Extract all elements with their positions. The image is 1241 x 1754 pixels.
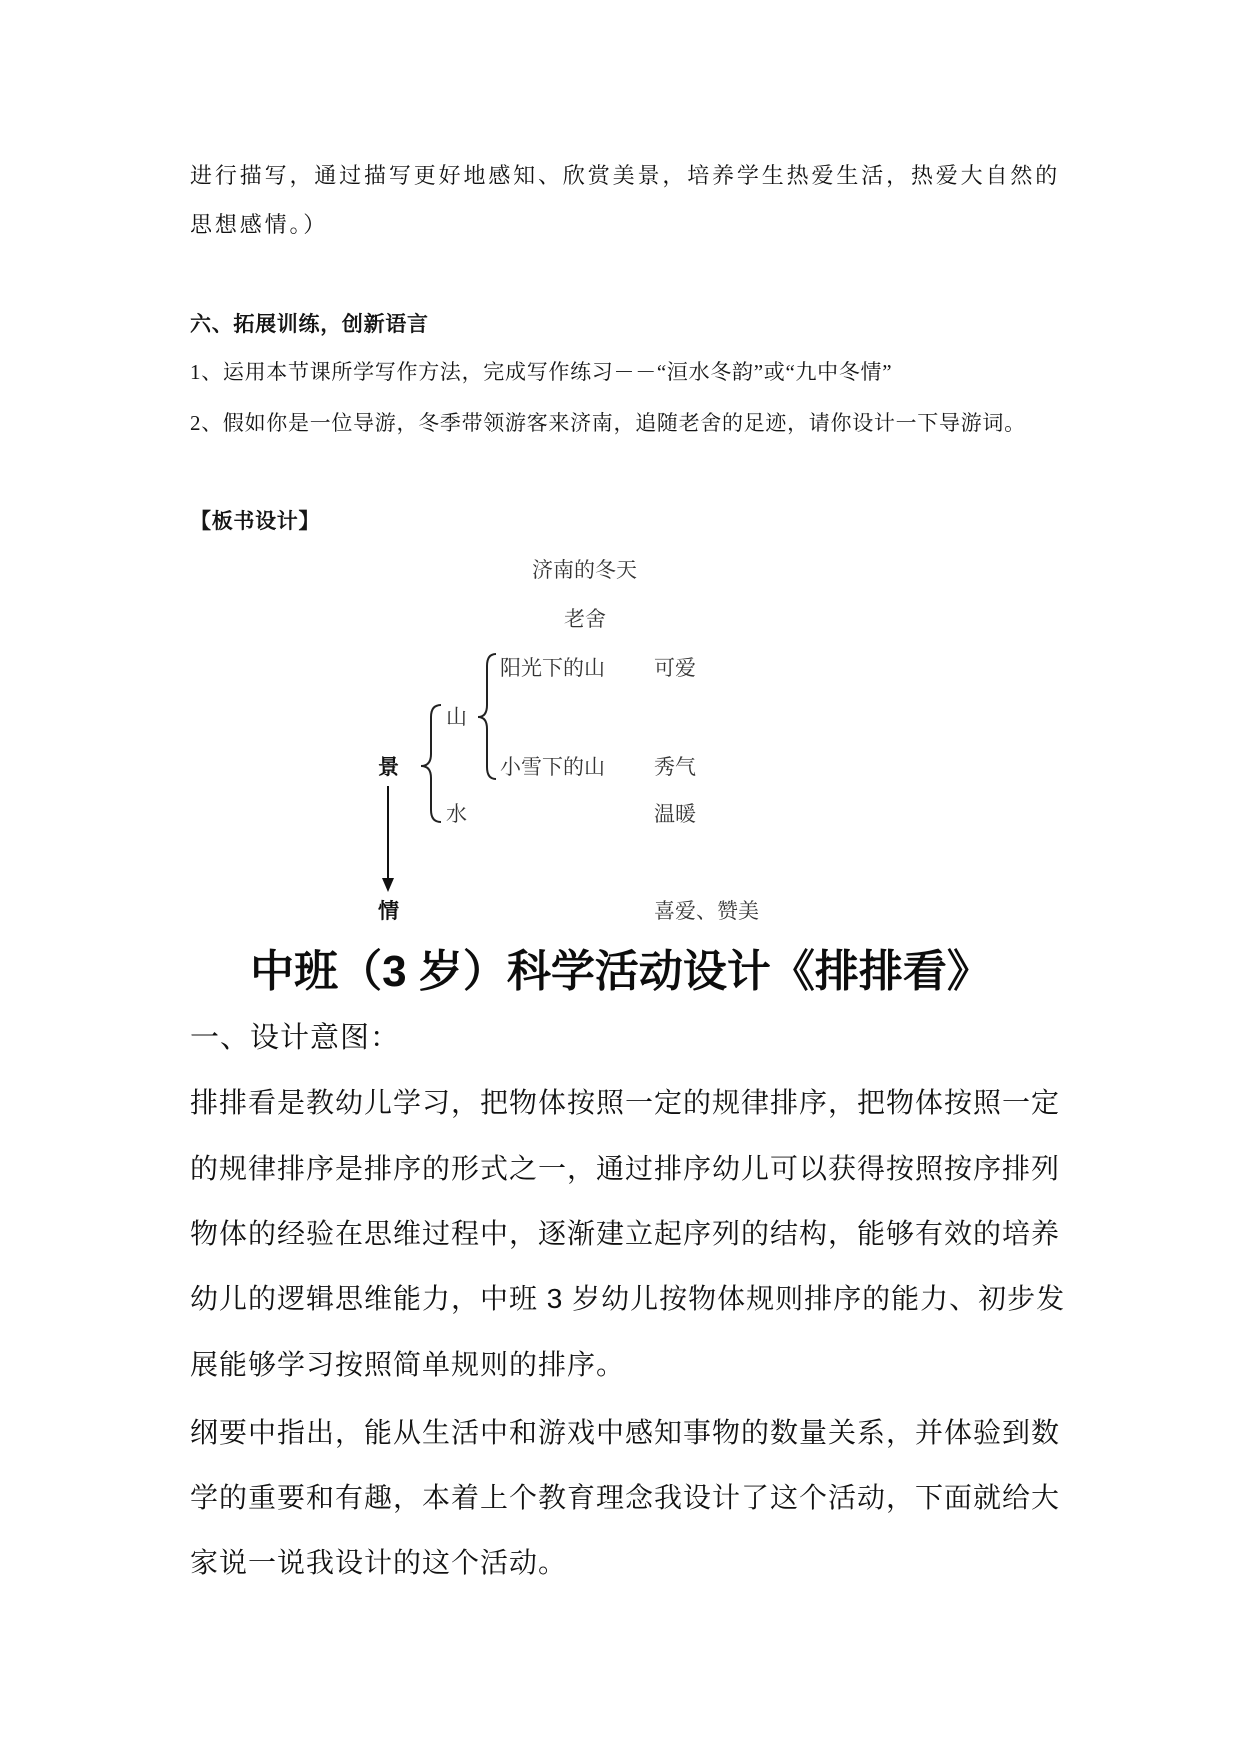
board-scene-label: 景	[378, 755, 399, 779]
board-water: 水	[446, 802, 467, 826]
paragraph-line: 物体的经验在思维过程中，逐渐建立起序列的结构，能够有效的培养	[190, 1218, 1061, 1249]
activity-title: 中班（3 岁）科学活动设计《排排看》	[250, 947, 991, 996]
board-feeling-label: 情	[378, 899, 399, 923]
paragraph-line: 的规律排序是排序的形式之一，通过排序幼儿可以获得按照按序排列	[190, 1153, 1061, 1184]
continuation-line: 进行描写，通过描写更好地感知、欣赏美景，培养学生热爱生活，热爱大自然的	[190, 164, 1061, 189]
board-mountain: 山	[446, 705, 467, 729]
paragraph-line: 学的重要和有趣，本着上个教育理念我设计了这个活动，下面就给大	[190, 1482, 1061, 1513]
inner-brace-icon	[478, 654, 496, 779]
board-sunlit-mountain: 阳光下的山	[500, 656, 605, 680]
board-title: 济南的冬天	[532, 558, 637, 582]
down-arrow-icon	[382, 786, 394, 892]
continuation-line: 思想感情。）	[190, 213, 329, 238]
paragraph-line: 排排看是教幼儿学习，把物体按照一定的规律排序，把物体按照一定	[190, 1087, 1061, 1118]
extension-item: 1、运用本节课所学写作方法，完成写作练习－－“洹水冬韵”或“九中冬情”	[190, 360, 893, 384]
extension-item: 2、假如你是一位导游，冬季带领游客来济南，追随老舍的足迹，请你设计一下导游词。	[190, 411, 1026, 435]
board-feeling-words: 喜爱、赞美	[654, 899, 759, 923]
board-water-trait: 温暖	[654, 802, 696, 826]
paragraph-line: 家说一说我设计的这个活动。	[190, 1547, 568, 1578]
board-design-heading: 【板书设计】	[190, 509, 321, 533]
paragraph-line: 展能够学习按照简单规则的排序。	[190, 1349, 626, 1380]
extension-heading: 六、拓展训练，创新语言	[190, 312, 429, 336]
outer-brace-icon	[421, 705, 441, 822]
paragraph-line: 幼儿的逻辑思维能力，中班 3 岁幼儿按物体规则排序的能力、初步发	[190, 1283, 1066, 1314]
paragraph-line: 纲要中指出，能从生活中和游戏中感知事物的数量关系，并体验到数	[190, 1417, 1061, 1448]
board-author: 老舍	[564, 607, 606, 631]
board-snowy-mountain-trait: 秀气	[654, 755, 696, 779]
board-sunlit-mountain-trait: 可爱	[654, 656, 696, 680]
board-snowy-mountain: 小雪下的山	[500, 755, 605, 779]
design-intent-heading: 一、设计意图：	[190, 1022, 401, 1054]
